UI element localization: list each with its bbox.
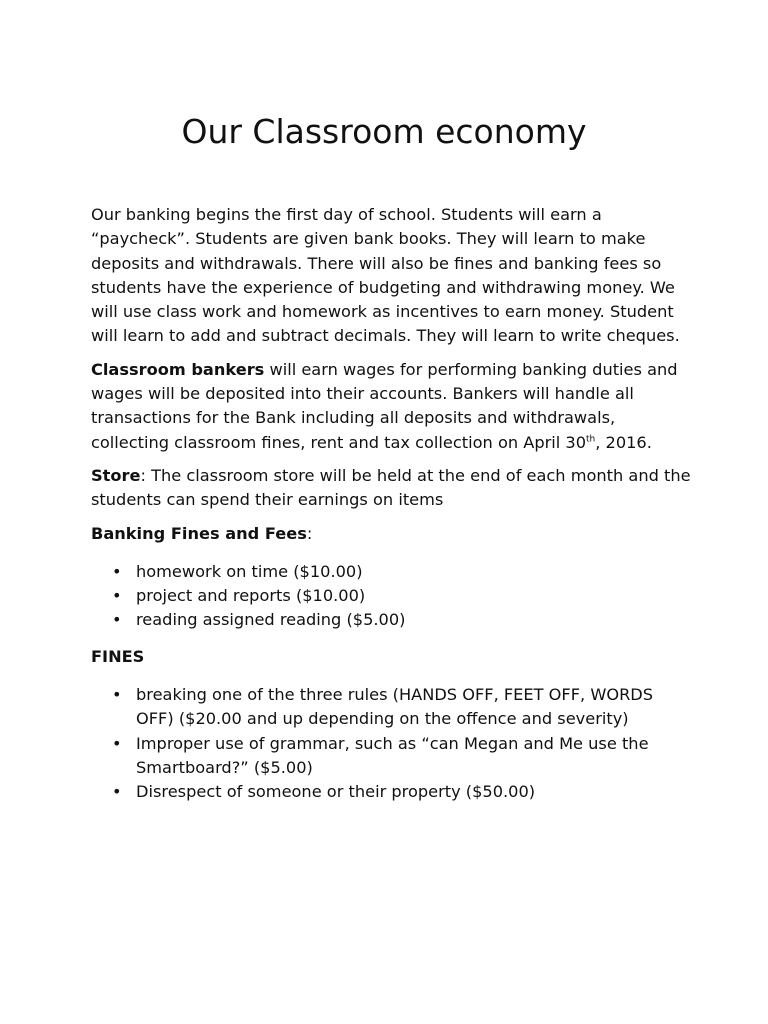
bullet-icon: • xyxy=(112,586,122,606)
document-body xyxy=(91,203,691,817)
fees-heading xyxy=(91,522,691,546)
list-item-text: homework on time ($10.00) xyxy=(136,561,363,581)
list-item xyxy=(91,560,691,584)
list-item xyxy=(91,780,691,804)
list-item-text: Improper use of grammar, such as “can Megan and Me use the Smartboard?” ($5.00) xyxy=(136,733,649,777)
bullet-icon: • xyxy=(112,733,122,753)
list-item xyxy=(91,584,691,608)
list-item xyxy=(91,608,691,632)
bankers-text-end: , 2016. xyxy=(595,432,652,452)
bullet-icon: • xyxy=(112,685,122,705)
bankers-text: will earn wages for performing banking duties and wages will be deposited into their accounts. Bankers will handle all transactions for the Bank including all deposits and withdrawals, collecting classroom fines, rent and tax collection on April 30 xyxy=(91,359,678,452)
fees-heading-label: Banking Fines and Fees xyxy=(91,523,307,543)
bankers-paragraph xyxy=(91,358,691,455)
list-item-text: Disrespect of someone or their property ($50.00) xyxy=(136,782,536,802)
list-item xyxy=(91,732,691,781)
list-item-text: reading assigned reading ($5.00) xyxy=(136,610,406,630)
bankers-label: Classroom bankers xyxy=(91,359,265,379)
page-title: Our Classroom economy xyxy=(181,112,587,151)
store-paragraph xyxy=(91,464,691,513)
list-item xyxy=(91,683,691,732)
date-ordinal-suffix: th xyxy=(586,434,596,445)
bullet-icon: • xyxy=(112,610,122,630)
list-item-text: project and reports ($10.00) xyxy=(136,586,366,606)
list-item-text: breaking one of the three rules (HANDS OFF, FEET OFF, WORDS OFF) ($20.00 and up depending on the offence and severity) xyxy=(136,685,654,729)
fees-heading-suffix: : xyxy=(306,523,313,543)
bullet-icon: • xyxy=(112,782,122,802)
fines-list xyxy=(91,683,691,804)
intro-paragraph: Our banking begins the first day of school. Students will earn a “paycheck”. Students are given bank books. They will learn to make deposits and withdrawals. There will also be fines and banking fees so students have the experience of budgeting and withdrawing money. We will use class work and homework as incentives to earn money. Student will learn to add and subtract decimals. They will learn to write cheques. xyxy=(91,205,680,346)
store-text: : The classroom store will be held at the end of each month and the students can spend their earnings on items xyxy=(91,465,691,510)
store-label: Store xyxy=(91,465,141,485)
fees-list xyxy=(91,560,691,633)
fines-heading: FINES xyxy=(91,646,145,666)
bullet-icon: • xyxy=(112,561,122,581)
